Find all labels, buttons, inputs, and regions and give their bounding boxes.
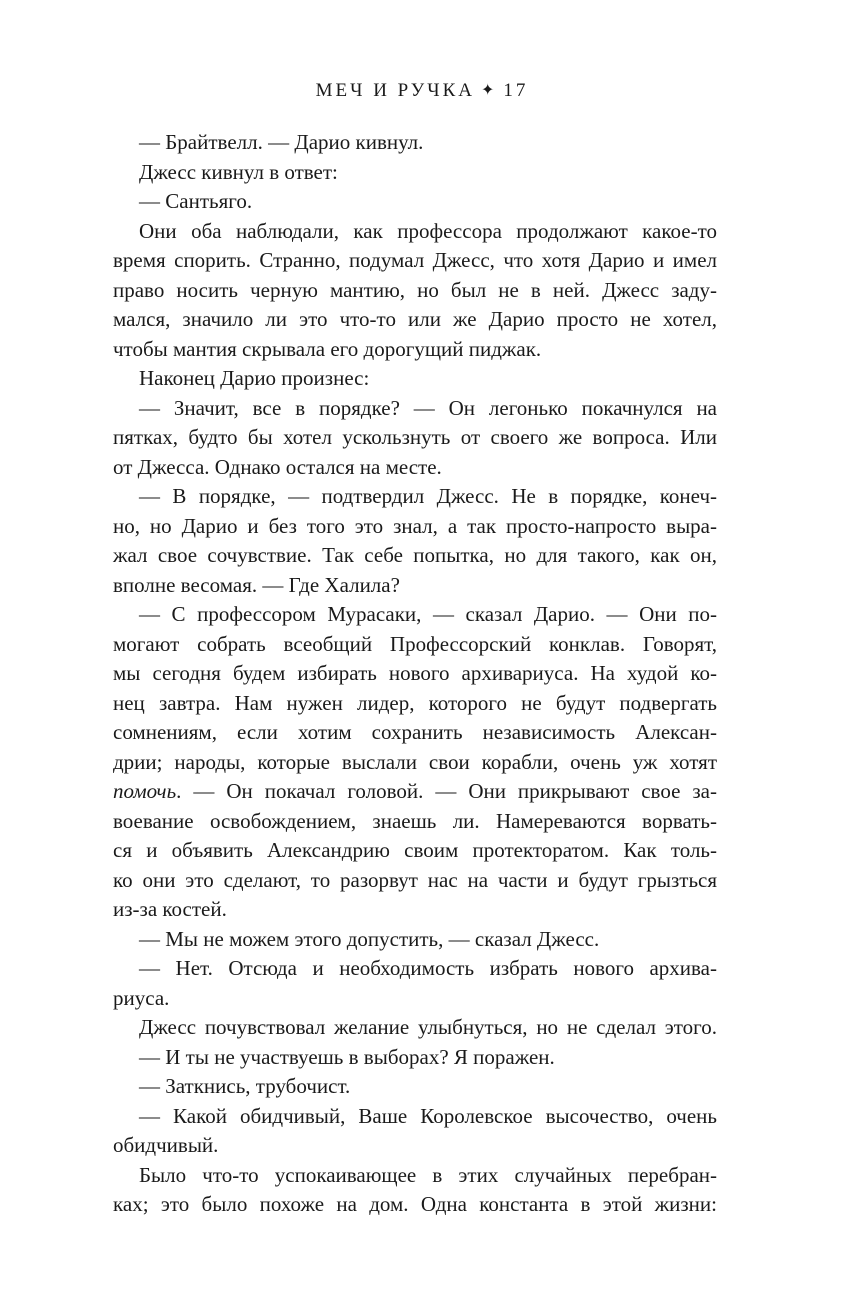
text-line: из-за костей.: [113, 897, 227, 921]
text-line: Они оба наблюдали, как профессора продолжают какое-то: [139, 218, 717, 243]
text-line: — С профессором Мурасаки, — сказал Дарио. — Они по-: [139, 602, 717, 626]
text-line: — И ты не участвуешь в выборах? Я поражен.: [139, 1044, 555, 1069]
text-line: — Брайтвелл. — Дарио кивнул.: [139, 130, 424, 154]
text-line: вполне весомая. — Где Халила?: [113, 572, 400, 597]
text-line: право носить черную мантию, но был не в ней. Джесс заду-: [113, 277, 717, 302]
text-line: — Сантьяго.: [139, 189, 253, 213]
text-line: — В порядке, — подтвердил Джесс. Не в порядке, конеч-: [139, 484, 717, 508]
text-line: — Заткнись, трубочист.: [139, 1074, 351, 1098]
text-line: воевание освобождением, знаешь ли. Намереваются ворвать-: [113, 808, 717, 833]
text-line: Наконец Дарио произнес:: [139, 366, 370, 390]
text-line: ко они это сделают, то разорвут нас на части и будут грызться: [113, 867, 717, 892]
text-line: [113, 777, 717, 807]
text-line: обидчивый.: [113, 1133, 219, 1157]
text-line: нец завтра. Нам нужен лидер, которого не будут подвергать: [113, 690, 717, 715]
body-text: [113, 128, 717, 1220]
text-line: сомнениям, если хотим сохранить независимость Алексан-: [113, 720, 717, 744]
header-title: МЕЧ И РУЧКА: [315, 80, 475, 101]
text-line: могают собрать всеобщий Профессорский конклав. Говорят,: [113, 631, 717, 656]
text-line: Джесс почувствовал желание улыбнуться, но не сделал этого.: [139, 1015, 717, 1039]
text-line: мы сегодня будем избирать нового архивариуса. На худой ко-: [113, 661, 717, 685]
page-number: 17: [503, 80, 529, 101]
text-line: но, но Дарио и без того это знал, а так просто-напросто выра-: [113, 513, 717, 538]
running-header: [0, 80, 844, 102]
text-line: от Джесса. Однако остался на месте.: [113, 454, 442, 479]
text-line: дрии; народы, которые выслали свои корабли, очень уж хотят: [113, 749, 717, 774]
text-line: ся и объявить Александрию своим протекторатом. Как толь-: [113, 838, 717, 862]
text-line: — Какой обидчивый, Ваше Королевское высочество, очень: [139, 1103, 717, 1128]
text-line: время спорить. Странно, подумал Джесс, что хотя Дарио и имел: [113, 248, 717, 272]
line-rest: . — Он покачал головой. — Они прикрывают свое за-: [176, 779, 717, 803]
italic-word: помочь: [113, 779, 177, 803]
text-line: — Нет. Отсюда и необходимость избрать нового архива-: [139, 956, 717, 980]
text-line: чтобы мантия скрывала его дорогущий пиджак.: [113, 336, 542, 361]
text-line: пятках, будто бы хотел ускользнуть от своего же вопроса. Или: [113, 425, 717, 449]
text-line: ках; это было похоже на дом. Одна константа в этой жизни:: [113, 1192, 717, 1216]
text-line: Было что-то успокаивающее в этих случайных перебран-: [139, 1162, 717, 1187]
text-line: мался, значило ли это что-то или же Дарио просто не хотел,: [113, 307, 717, 331]
text-line: жал свое сочувствие. Так себе попытка, но для такого, как он,: [113, 543, 717, 567]
text-line: — Мы не можем этого допустить, — сказал Джесс.: [139, 926, 600, 951]
text-line: — Значит, все в порядке? — Он легонько покачнулся на: [139, 395, 717, 420]
text-line: Джесс кивнул в ответ:: [139, 159, 338, 184]
star-ornament-icon: ✦: [480, 82, 498, 99]
text-line: риуса.: [113, 985, 170, 1010]
